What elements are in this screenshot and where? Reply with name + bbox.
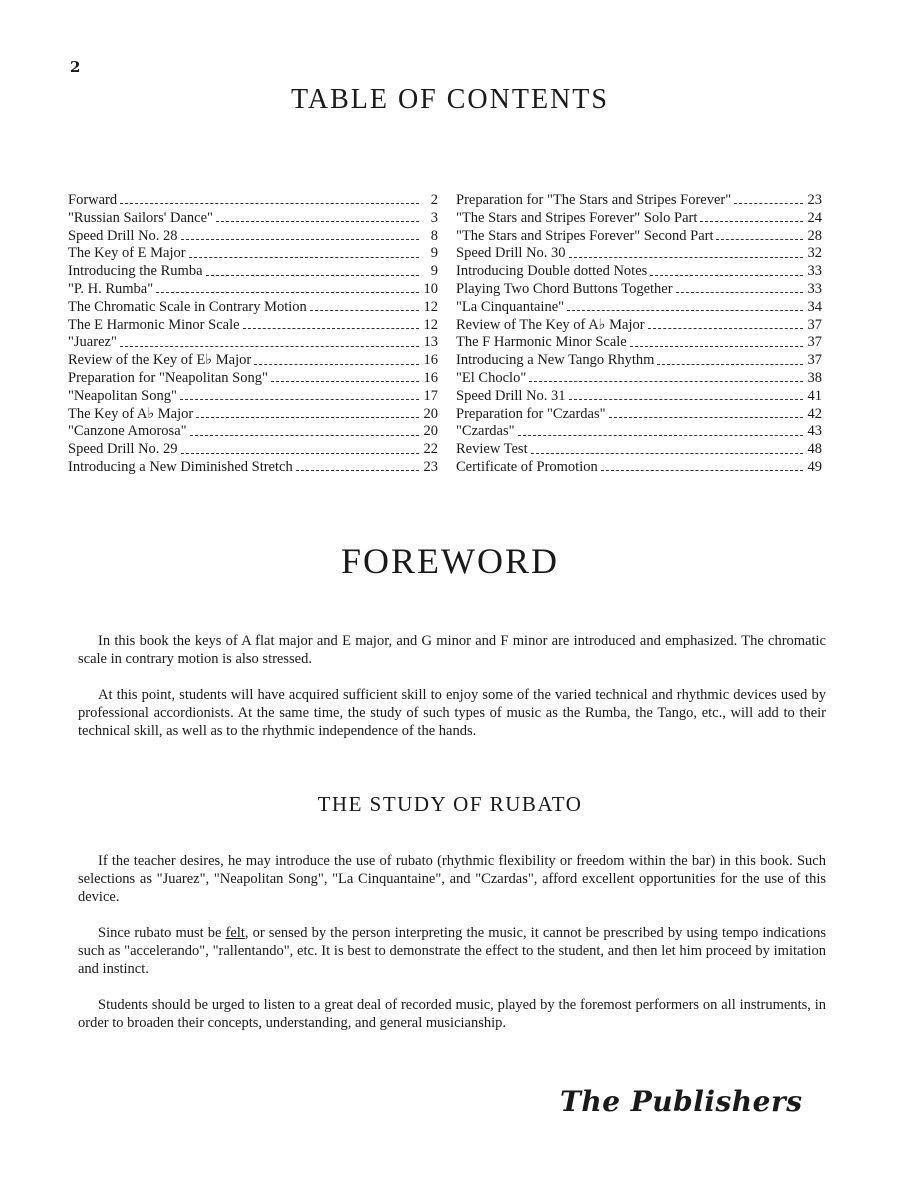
toc-entry bbox=[456, 210, 822, 228]
toc-entry bbox=[68, 406, 438, 424]
toc-leader-dots bbox=[734, 203, 803, 204]
toc-entry bbox=[456, 423, 822, 441]
toc-entry-label: "Russian Sailors' Dance" bbox=[68, 209, 213, 226]
toc-entry-page: 9 bbox=[430, 263, 438, 280]
toc-entry-page: 16 bbox=[423, 352, 438, 369]
rubato-paragraph-2-start: Since rubato must be bbox=[98, 925, 226, 941]
toc-entry bbox=[456, 406, 822, 424]
toc-entry-page: 38 bbox=[807, 369, 822, 386]
toc-entry bbox=[68, 423, 438, 441]
toc-entry-page: 28 bbox=[807, 227, 822, 244]
toc-entry-label: Review Test bbox=[456, 441, 528, 458]
toc-leader-dots bbox=[296, 470, 419, 471]
emphasis-felt: felt bbox=[225, 925, 245, 941]
toc-entry bbox=[68, 459, 438, 477]
rubato-paragraph-1: If the teacher desires, he may introduce the use of rubato (rhythmic flexibility or freedom within the bar) in this book. Such selections as "Juarez", "Neapolitan Song", "La Cinquantaine", and "Czardas", afford excellent opportunities for the use of this device. bbox=[78, 853, 826, 905]
toc-entry bbox=[456, 263, 822, 281]
toc-entry-page: 32 bbox=[807, 245, 822, 262]
toc-entry-page: 23 bbox=[423, 458, 438, 475]
toc-entry-label: "Neapolitan Song" bbox=[68, 387, 177, 404]
toc-entry-page: 24 bbox=[807, 209, 822, 226]
toc-leader-dots bbox=[609, 417, 803, 418]
toc-entry-page: 3 bbox=[430, 209, 438, 226]
toc-entry-label: "Canzone Amorosa" bbox=[68, 423, 187, 440]
toc-entry-page: 48 bbox=[807, 441, 822, 458]
toc-entry-label: Review of the Key of E♭ Major bbox=[68, 352, 252, 369]
toc-leader-dots bbox=[216, 221, 419, 222]
toc-entry-label: "The Stars and Stripes Forever" Second Part bbox=[456, 227, 714, 244]
toc-entry bbox=[456, 352, 822, 370]
toc-leader-dots bbox=[531, 453, 803, 454]
toc-leader-dots bbox=[567, 310, 803, 311]
toc-entry-page: 37 bbox=[807, 334, 822, 351]
toc-entry bbox=[456, 192, 822, 210]
toc-entry-page: 37 bbox=[807, 352, 822, 369]
toc-entry-page: 13 bbox=[423, 334, 438, 351]
toc-leader-dots bbox=[700, 221, 803, 222]
toc-leader-dots bbox=[206, 275, 419, 276]
rubato-paragraph-2 bbox=[78, 924, 826, 978]
toc-entry bbox=[456, 281, 822, 299]
toc-entry-label: Preparation for "The Stars and Stripes Forever" bbox=[456, 192, 732, 208]
toc-entry bbox=[68, 317, 438, 335]
toc-entry-page: 10 bbox=[423, 280, 438, 297]
foreword-paragraph-1: In this book the keys of A flat major and E major, and G minor and F minor are introduced and emphasized. The chromatic scale in contrary motion is also stressed. bbox=[78, 633, 826, 667]
toc-entry-label: Speed Drill No. 29 bbox=[68, 441, 178, 458]
toc-entry-label: "La Cinquantaine" bbox=[456, 298, 565, 315]
toc-entry-page: 41 bbox=[807, 387, 822, 404]
toc-entry-label: "Czardas" bbox=[456, 423, 515, 440]
toc-entry-page: 12 bbox=[423, 298, 438, 315]
toc-entry bbox=[68, 192, 438, 210]
toc-entry bbox=[456, 245, 822, 263]
toc-entry-page: 49 bbox=[807, 458, 822, 475]
toc-entry-page: 2 bbox=[430, 192, 438, 208]
toc-title: TABLE OF CONTENTS bbox=[291, 84, 609, 115]
toc-right-column bbox=[456, 192, 822, 477]
toc-leader-dots bbox=[271, 381, 419, 382]
toc-entry-page: 37 bbox=[807, 316, 822, 333]
toc-leader-dots bbox=[181, 239, 419, 240]
toc-entry-label: "Juarez" bbox=[68, 334, 117, 351]
toc-entry-label: The F Harmonic Minor Scale bbox=[456, 334, 627, 351]
toc-entry-label: Preparation for "Neapolitan Song" bbox=[68, 369, 268, 386]
toc-entry-label: Speed Drill No. 28 bbox=[68, 227, 178, 244]
toc-entry-page: 8 bbox=[430, 227, 438, 244]
toc-leader-dots bbox=[648, 328, 803, 329]
toc-entry-page: 42 bbox=[807, 405, 822, 422]
toc-leader-dots bbox=[650, 275, 803, 276]
rubato-paragraph-3: Students should be urged to listen to a great deal of recorded music, played by the foremost performers on all instruments, in order to broaden their concepts, understanding, and general musicianship. bbox=[78, 997, 826, 1031]
toc-leader-dots bbox=[569, 257, 803, 258]
toc-entry bbox=[68, 245, 438, 263]
toc-entry-label: "The Stars and Stripes Forever" Solo Part bbox=[456, 209, 698, 226]
toc-entry bbox=[456, 441, 822, 459]
toc-entry-page: 20 bbox=[423, 423, 438, 440]
toc-leader-dots bbox=[254, 364, 419, 365]
toc-entry-label: Playing Two Chord Buttons Together bbox=[456, 280, 673, 297]
foreword-title: FOREWORD bbox=[340, 541, 559, 581]
toc-entry-label: "El Choclo" bbox=[456, 369, 527, 386]
foreword-paragraph-2: At this point, students will have acquired sufficient skill to enjoy some of the varied technical and rhythmic devices used by professional accordionists. At the same time, the study of such types of music as the Rumba, the Tango, etc., will add to their technical skill, as well as to the rhythmic independence of the hands. bbox=[78, 687, 826, 739]
toc-entry-label: Review of The Key of A♭ Major bbox=[456, 316, 645, 333]
toc-leader-dots bbox=[518, 435, 803, 436]
toc-left-column bbox=[68, 192, 438, 477]
toc-entry-page: 20 bbox=[423, 405, 438, 422]
toc-entry-label: The E Harmonic Minor Scale bbox=[68, 316, 240, 333]
page-number: 2 bbox=[70, 58, 81, 76]
toc-entry-label: The Key of E Major bbox=[68, 245, 186, 262]
toc-entry-label: Speed Drill No. 31 bbox=[456, 387, 566, 404]
toc-entry bbox=[68, 388, 438, 406]
toc-entry-page: 9 bbox=[430, 245, 438, 262]
toc-entry bbox=[456, 459, 822, 477]
toc-entry-page: 16 bbox=[423, 369, 438, 386]
toc-entry bbox=[68, 334, 438, 352]
toc-entry-page: 33 bbox=[807, 280, 822, 297]
toc-leader-dots bbox=[120, 346, 419, 347]
toc-entry bbox=[68, 263, 438, 281]
toc-leader-dots bbox=[569, 399, 803, 400]
toc-leader-dots bbox=[243, 328, 419, 329]
toc-leader-dots bbox=[181, 453, 419, 454]
toc-entry bbox=[68, 370, 438, 388]
toc-leader-dots bbox=[156, 292, 419, 293]
toc-entry-page: 23 bbox=[807, 192, 822, 208]
rubato-title: THE STUDY OF RUBATO bbox=[317, 792, 583, 816]
toc-leader-dots bbox=[310, 310, 419, 311]
toc-leader-dots bbox=[190, 435, 419, 436]
toc-entry-label: Forward bbox=[68, 192, 118, 208]
toc-leader-dots bbox=[529, 381, 803, 382]
toc-leader-dots bbox=[676, 292, 803, 293]
toc-leader-dots bbox=[180, 399, 419, 400]
toc-entry-page: 17 bbox=[423, 387, 438, 404]
toc-entry bbox=[456, 388, 822, 406]
toc-entry-page: 43 bbox=[807, 423, 822, 440]
toc-entry-label: Introducing the Rumba bbox=[68, 263, 203, 280]
toc-leader-dots bbox=[657, 364, 803, 365]
toc-entry-label: The Chromatic Scale in Contrary Motion bbox=[68, 298, 307, 315]
toc-entry-label: Certificate of Promotion bbox=[456, 458, 598, 475]
toc-entry-page: 33 bbox=[807, 263, 822, 280]
toc-leader-dots bbox=[601, 470, 803, 471]
toc-entry bbox=[68, 228, 438, 246]
signature: The Publishers bbox=[560, 1085, 803, 1118]
toc-entry-label: The Key of A♭ Major bbox=[68, 405, 194, 422]
toc-leader-dots bbox=[196, 417, 419, 418]
toc-leader-dots bbox=[716, 239, 803, 240]
toc-entry bbox=[68, 299, 438, 317]
rubato-paragraph-2-end: , or sensed by the person interpreting the music, it cannot be prescribed by using tempo indications such as "accelerando", "rallentando", etc. It is best to demonstrate the effect to the student, and then let him proceed by imitation and instinct. bbox=[78, 925, 826, 977]
toc-entry bbox=[456, 334, 822, 352]
toc-entry bbox=[456, 370, 822, 388]
toc-entry-page: 12 bbox=[423, 316, 438, 333]
toc-entry-label: Introducing a New Diminished Stretch bbox=[68, 458, 293, 475]
toc-entry bbox=[456, 299, 822, 317]
toc-entry bbox=[68, 352, 438, 370]
toc-entry bbox=[456, 317, 822, 335]
toc-entry bbox=[68, 210, 438, 228]
toc-entry bbox=[68, 441, 438, 459]
toc-leader-dots bbox=[630, 346, 803, 347]
toc-entry bbox=[68, 281, 438, 299]
toc-entry-label: "P. H. Rumba" bbox=[68, 280, 154, 297]
toc-leader-dots bbox=[120, 203, 419, 204]
toc-entry-label: Preparation for "Czardas" bbox=[456, 405, 606, 422]
toc-leader-dots bbox=[189, 257, 419, 258]
toc-entry-page: 22 bbox=[423, 441, 438, 458]
toc-entry-label: Introducing Double dotted Notes bbox=[456, 263, 648, 280]
toc-entry-label: Speed Drill No. 30 bbox=[456, 245, 566, 262]
toc-entry-page: 34 bbox=[807, 298, 822, 315]
toc-entry bbox=[456, 228, 822, 246]
toc-entry-label: Introducing a New Tango Rhythm bbox=[456, 352, 655, 369]
